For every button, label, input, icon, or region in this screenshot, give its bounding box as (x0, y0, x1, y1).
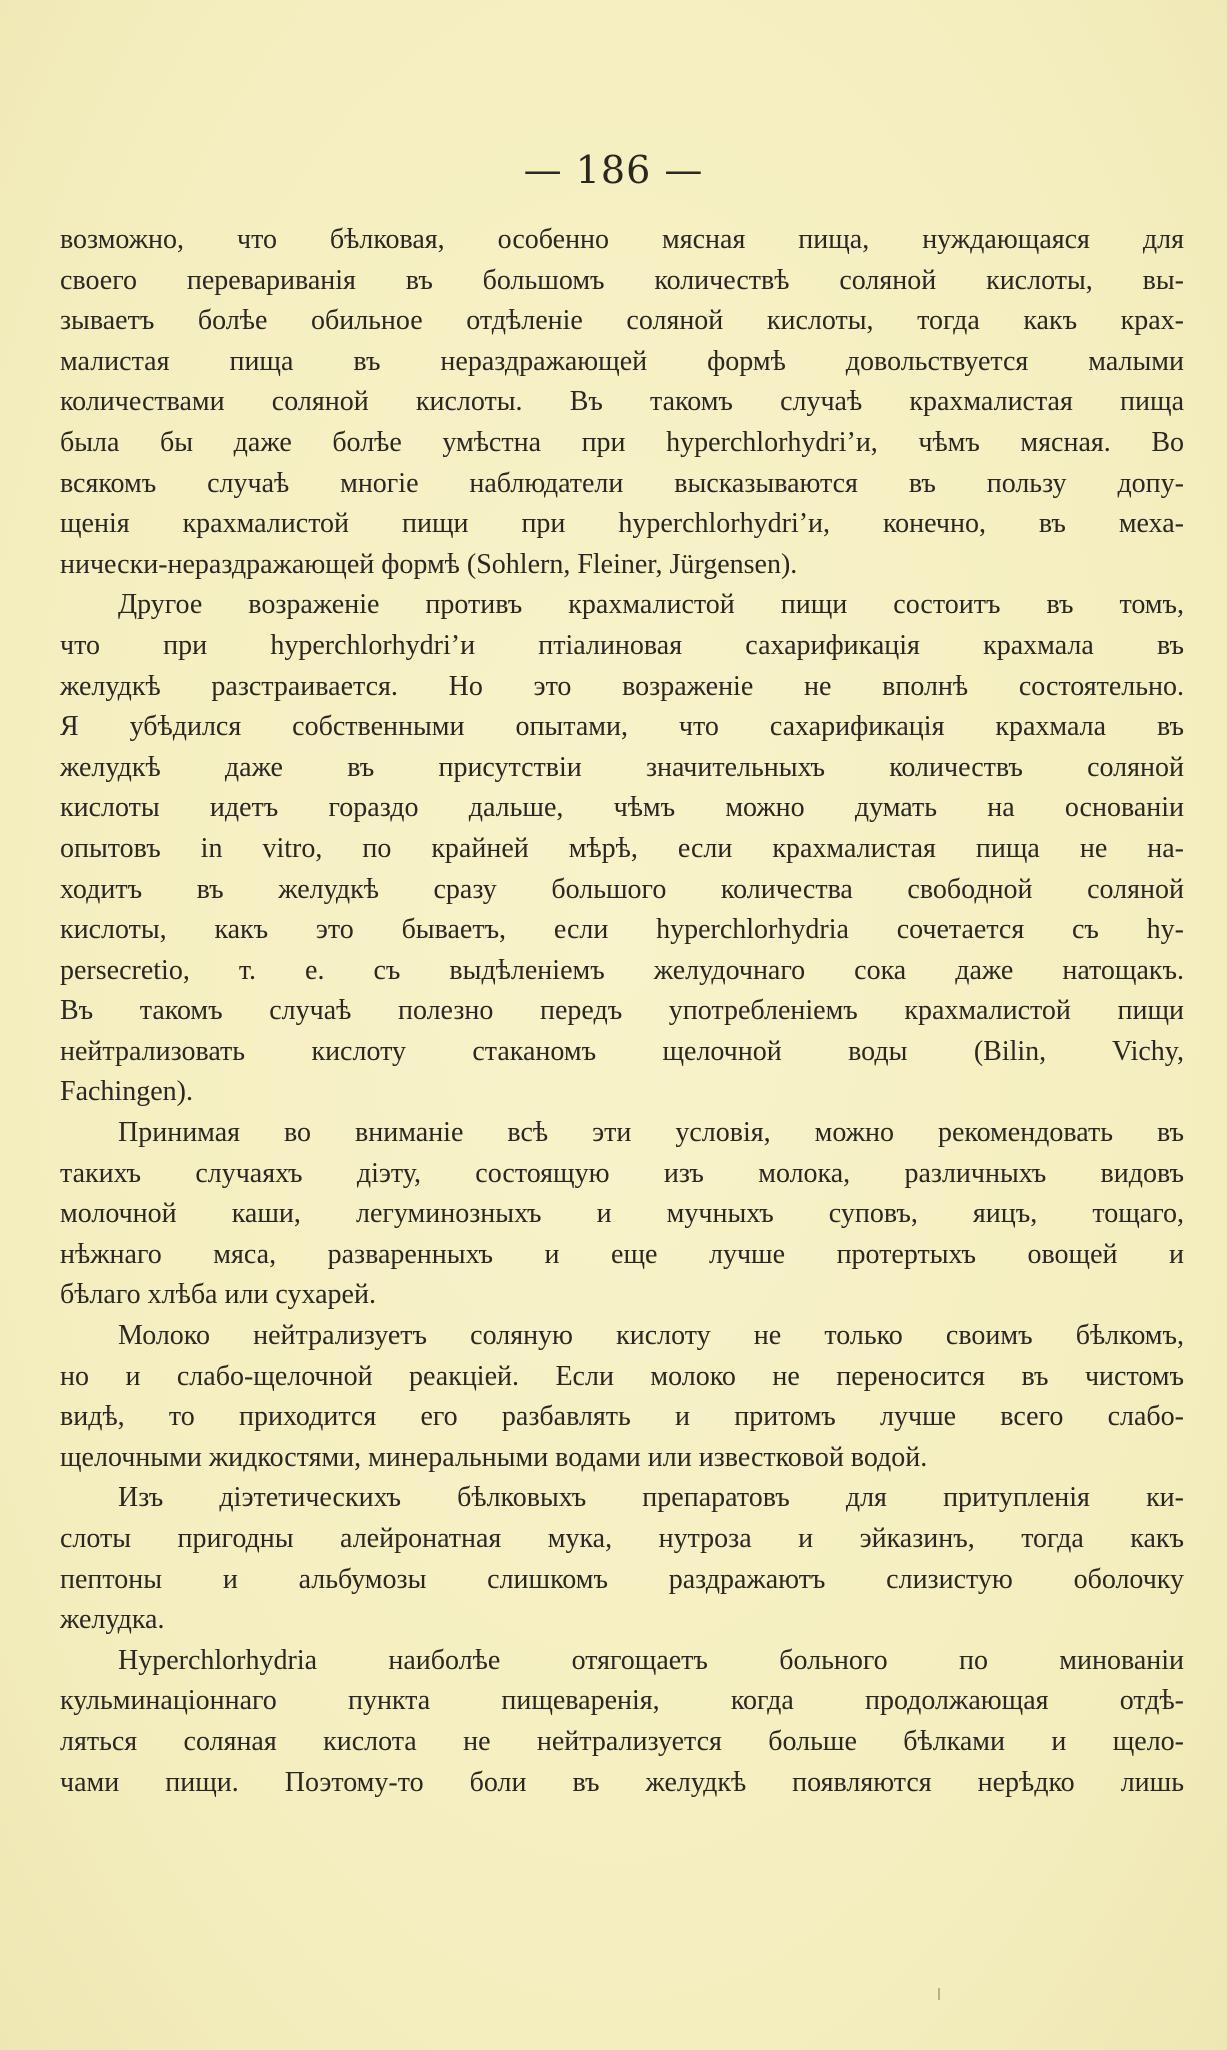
text-line: Принимая во вниманіе всѣ эти условія, можно рекомендовать въ (118, 1117, 1184, 1149)
body-text (60, 220, 1184, 1803)
text-line: чами пищи. Поэтому-то боли въ желудкѣ появляются нерѣдко лишь (60, 1766, 1184, 1798)
text-line: зываетъ болѣе обильное отдѣленіе соляной кислоты, тогда какъ крах- (60, 305, 1184, 337)
text-line: Fachingen). (60, 1076, 193, 1108)
text-line: пептоны и альбумозы слишкомъ раздражаютъ слизистую оболочку (60, 1563, 1184, 1595)
page-number: — 186 — (523, 148, 704, 192)
text-line: Молоко нейтрализуетъ соляную кислоту не только своимъ бѣлкомъ, (118, 1320, 1184, 1352)
paragraph (60, 220, 1184, 585)
text-line: бѣлаго хлѣба или сухарей. (60, 1279, 376, 1311)
text-line: щелочными жидкостями, минеральными водами или известковой водой. (60, 1441, 928, 1473)
paragraph (60, 1641, 1184, 1803)
text-line: своего перевариванія въ большомъ количествѣ соляной кислоты, вы- (60, 264, 1184, 296)
text-line: нѣжнаго мяса, разваренныхъ и еще лучше протертыхъ овощей и (60, 1238, 1184, 1270)
text-line: но и слабо-щелочной реакціей. Если молоко не переносится въ чистомъ (60, 1360, 1184, 1392)
text-line: всякомъ случаѣ многіе наблюдатели высказываются въ пользу допу- (60, 467, 1184, 499)
paragraph (60, 585, 1184, 1113)
text-line: щенія крахмалистой пищи при hyperchlorhydri’и, конечно, въ меха- (60, 508, 1184, 540)
text-line: кислоты идетъ гораздо дальше, чѣмъ можно думать на основаніи (60, 792, 1184, 824)
text-line: Другое возраженіе противъ крахмалистой пищи состоитъ въ томъ, (118, 589, 1184, 621)
text-line: малистая пища въ нераздражающей формѣ довольствуется малыми (60, 345, 1184, 377)
text-line: опытовъ in vitro, по крайней мѣрѣ, если крахмалистая пища не на- (60, 832, 1184, 864)
text-line: слоты пригодны алейронатная мука, нутроза и эйказинъ, тогда какъ (60, 1523, 1184, 1554)
text-line: кислоты, какъ это бываетъ, если hyperchlorhydria сочетается съ hy- (60, 914, 1184, 946)
paragraph (60, 1113, 1184, 1316)
text-line: желудкѣ разстраивается. Но это возраженіе не вполнѣ состоятельно. (60, 670, 1184, 702)
text-line: нически-нераздражающей формѣ (Sohlern, Fleiner, Jürgensen). (60, 548, 798, 580)
text-line: Я убѣдился собственными опытами, что сахарификація крахмала въ (60, 711, 1184, 743)
text-line: желудка. (60, 1604, 165, 1636)
text-line: видѣ, то приходится его разбавлять и притомъ лучше всего слабо- (60, 1401, 1184, 1433)
paragraph (60, 1478, 1184, 1640)
text-line: нейтрализовать кислоту стаканомъ щелочной воды (Bilin, Vichy, (60, 1035, 1184, 1067)
text-line: количествами соляной кислоты. Въ такомъ случаѣ крахмалистая пища (60, 386, 1184, 418)
print-mark (938, 1988, 940, 2000)
text-line: желудкѣ даже въ присутствіи значительныхъ количествъ соляной (60, 751, 1184, 783)
text-line: Изъ діэтетическихъ бѣлковыхъ препаратовъ для притупленія ки- (118, 1482, 1184, 1514)
text-line: ляться соляная кислота не нейтрализуется больше бѣлками и щело- (60, 1725, 1184, 1757)
text-line: такихъ случаяхъ діэту, состоящую изъ молока, различныхъ видовъ (60, 1157, 1184, 1189)
text-line: была бы даже болѣе умѣстна при hyperchlorhydri’и, чѣмъ мясная. Во (60, 426, 1184, 458)
text-line: кульминаціоннаго пункта пищеваренія, когда продолжающая отдѣ- (60, 1685, 1184, 1717)
text-line: ходитъ въ желудкѣ сразу большого количества свободной соляной (60, 873, 1184, 905)
text-line: возможно, что бѣлковая, особенно мясная пища, нуждающаяся для (60, 224, 1184, 255)
paragraph (60, 1316, 1184, 1478)
text-line: что при hyperchlorhydri’и птіалиновая сахарификація крахмала въ (60, 629, 1184, 661)
text-line: Въ такомъ случаѣ полезно передъ употребленіемъ крахмалистой пищи (60, 995, 1184, 1027)
text-line: молочной каши, легуминозныхъ и мучныхъ суповъ, яицъ, тощаго, (60, 1198, 1184, 1230)
text-line: Hyperchlorhydria наиболѣе отягощаетъ больного по минованіи (118, 1644, 1184, 1676)
text-line: persecretio, т. е. съ выдѣленіемъ желудочнаго сока даже натощакъ. (60, 954, 1184, 986)
